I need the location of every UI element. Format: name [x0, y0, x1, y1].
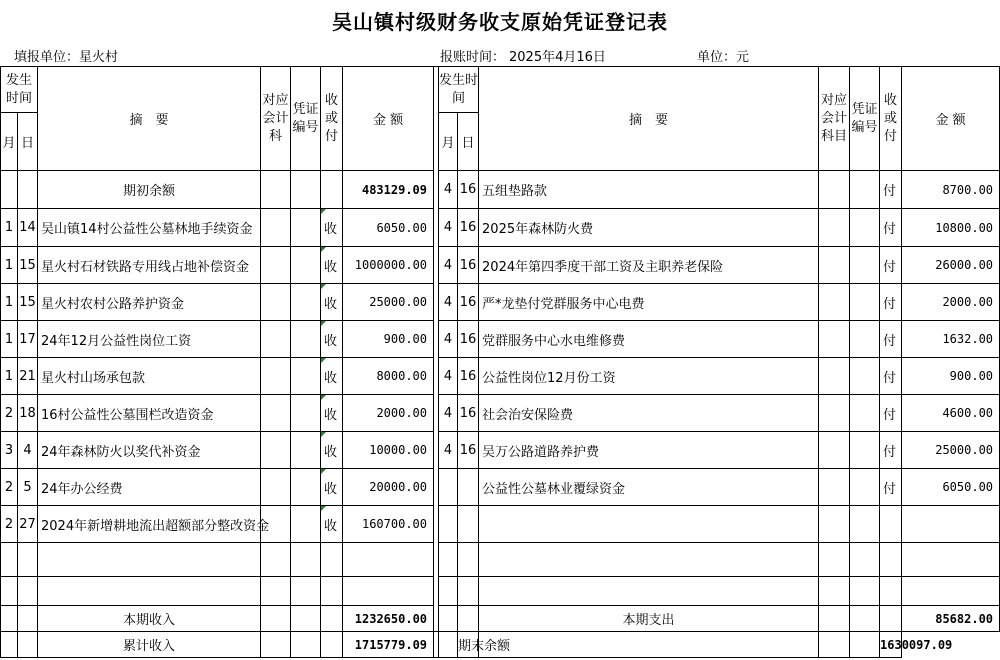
expense-amount: 1632.00 [902, 321, 1000, 358]
income-type: 收 [321, 284, 343, 321]
cumulative-totals-row-right-type [850, 632, 880, 658]
period-totals-row-left-account [261, 606, 291, 632]
expense-voucher [850, 469, 880, 506]
blank-amount [902, 577, 1000, 606]
income-type: 收 [321, 247, 343, 284]
reporting-unit: 填报单位：星火村 [14, 50, 119, 65]
expense-type: 付 [880, 247, 902, 284]
period-totals-row-right-voucher [850, 606, 880, 632]
opening-month [1, 171, 18, 209]
expense-voucher [850, 395, 880, 432]
blank-amount [902, 543, 1000, 577]
blank-type [321, 577, 343, 606]
expense-voucher [850, 247, 880, 284]
opening-voucher [291, 171, 321, 209]
ledger-table [0, 66, 1000, 658]
income-amount: 160700.00 [343, 506, 434, 543]
header-day-right: 日 [458, 113, 479, 171]
income-month: 2 [1, 506, 18, 543]
period-totals-row-right-month [439, 606, 458, 632]
income-summary: 星火村农村公路养护资金 [38, 284, 261, 321]
income-summary: 星火村山场承包款 [38, 358, 261, 395]
income-amount: 6050.00 [343, 209, 434, 247]
income-voucher [291, 209, 321, 247]
income-month: 1 [1, 321, 18, 358]
income-summary: 24年12月公益性岗位工资 [38, 321, 261, 358]
period-totals-row-left-amount: 1232650.00 [343, 606, 434, 632]
header-type-left: 收或付 [321, 67, 343, 171]
blank-account [819, 577, 850, 606]
income-account [261, 284, 291, 321]
blank-amount [902, 506, 1000, 543]
expense-type: 付 [880, 358, 902, 395]
blank-voucher [291, 577, 321, 606]
income-day: 14 [18, 209, 38, 247]
period-totals-row-right-account [819, 606, 850, 632]
cumulative-totals-row-right-account [479, 632, 819, 658]
blank-summary [479, 506, 819, 543]
table-row [1, 321, 1000, 358]
expense-type: 付 [880, 171, 902, 209]
income-summary: 24年办公经费 [38, 469, 261, 506]
expense-month: 4 [439, 209, 458, 247]
expense-day: 16 [458, 209, 479, 247]
blank-voucher [850, 543, 880, 577]
blank-account [261, 543, 291, 577]
period-totals-row-right-day [458, 606, 479, 632]
blank-summary [38, 577, 261, 606]
blank-amount [343, 577, 434, 606]
expense-day: 16 [458, 321, 479, 358]
income-month: 1 [1, 358, 18, 395]
opening-amount: 483129.09 [343, 171, 434, 209]
expense-account [819, 247, 850, 284]
income-amount: 20000.00 [343, 469, 434, 506]
blank-day [458, 577, 479, 606]
header-voucher-left: 凭证编号 [291, 67, 321, 171]
income-day: 18 [18, 395, 38, 432]
expense-summary: 2024年第四季度干部工资及主职养老保险 [479, 247, 819, 284]
expense-summary: 公益性岗位12月份工资 [479, 358, 819, 395]
blank-summary [479, 543, 819, 577]
header-amount-left: 金 额 [343, 67, 434, 171]
income-month: 2 [1, 395, 18, 432]
expense-amount: 6050.00 [902, 469, 1000, 506]
expense-amount: 26000.00 [902, 247, 1000, 284]
page-title: 吴山镇村级财务收支原始凭证登记表 [332, 10, 668, 34]
income-account [261, 321, 291, 358]
blank-voucher [850, 577, 880, 606]
blank-month [1, 543, 18, 577]
income-month: 3 [1, 432, 18, 469]
income-type: 收 [321, 209, 343, 247]
expense-type: 付 [880, 284, 902, 321]
income-day: 27 [18, 506, 38, 543]
expense-voucher [850, 321, 880, 358]
blank-voucher [291, 543, 321, 577]
income-account [261, 469, 291, 506]
income-day: 15 [18, 247, 38, 284]
blank-day [458, 543, 479, 577]
cumulative-totals-row-left-label: 累计收入 [38, 632, 261, 658]
expense-summary: 社会治安保险费 [479, 395, 819, 432]
expense-month: 4 [439, 321, 458, 358]
blank-account [819, 506, 850, 543]
income-summary: 2024年新增耕地流出超额部分整改资金 [38, 506, 261, 543]
income-account [261, 395, 291, 432]
expense-summary: 2025年森林防火费 [479, 209, 819, 247]
income-type: 收 [321, 469, 343, 506]
expense-day: 16 [458, 432, 479, 469]
expense-voucher [850, 171, 880, 209]
header-amount-right: 金 额 [902, 67, 1000, 171]
period-totals-row-right-type [880, 606, 902, 632]
table-row [1, 171, 1000, 209]
expense-summary: 五组垫路款 [479, 171, 819, 209]
expense-account [819, 171, 850, 209]
expense-amount: 2000.00 [902, 284, 1000, 321]
blank-day [458, 506, 479, 543]
expense-month: 4 [439, 358, 458, 395]
expense-amount: 900.00 [902, 358, 1000, 395]
header-type-right: 收或付 [880, 67, 902, 171]
report-date-label: 报账时间： [440, 50, 506, 65]
expense-account [819, 432, 850, 469]
expense-account [819, 209, 850, 247]
income-month: 1 [1, 284, 18, 321]
cumulative-totals-row-right-amount: 1630097.09 [880, 632, 902, 658]
period-totals-row [1, 606, 1000, 632]
blank-month [439, 577, 458, 606]
expense-amount: 25000.00 [902, 432, 1000, 469]
header-day-left: 日 [18, 113, 38, 171]
blank-type [321, 543, 343, 577]
expense-summary: 党群服务中心水电维修费 [479, 321, 819, 358]
income-month: 1 [1, 247, 18, 284]
period-totals-row-left-voucher [291, 606, 321, 632]
opening-type [321, 171, 343, 209]
expense-summary: 公益性公墓林业覆绿资金 [479, 469, 819, 506]
income-month: 2 [1, 469, 18, 506]
table-row [1, 284, 1000, 321]
expense-account [819, 284, 850, 321]
table-row [1, 506, 1000, 543]
expense-voucher [850, 358, 880, 395]
blank-summary [479, 577, 819, 606]
income-summary: 星火村石材铁路专用线占地补偿资金 [38, 247, 261, 284]
header-row-top [1, 67, 1000, 113]
blank-account [819, 543, 850, 577]
expense-day: 16 [458, 247, 479, 284]
income-summary: 吴山镇14村公益性公墓林地手续资金 [38, 209, 261, 247]
income-amount: 10000.00 [343, 432, 434, 469]
income-type: 收 [321, 506, 343, 543]
table-row [1, 432, 1000, 469]
blank-day [18, 543, 38, 577]
opening-label: 期初余额 [38, 171, 261, 209]
blank-account [261, 577, 291, 606]
income-day: 15 [18, 284, 38, 321]
income-voucher [291, 506, 321, 543]
expense-account [819, 321, 850, 358]
expense-month: 4 [439, 247, 458, 284]
income-type: 收 [321, 358, 343, 395]
header-month-left: 月 [1, 113, 18, 171]
expense-amount: 8700.00 [902, 171, 1000, 209]
blank-month [439, 506, 458, 543]
expense-account [819, 395, 850, 432]
blank-day [18, 577, 38, 606]
opening-account [261, 171, 291, 209]
report-date-value: 2025年4月16日 [509, 50, 606, 65]
cumulative-totals-row-left-voucher [291, 632, 321, 658]
expense-summary: 吴万公路道路养护费 [479, 432, 819, 469]
cumulative-totals-row-left-account [261, 632, 291, 658]
blank-voucher [850, 506, 880, 543]
income-day: 4 [18, 432, 38, 469]
income-amount: 2000.00 [343, 395, 434, 432]
header-account-left: 对应会计科 [261, 67, 291, 171]
income-voucher [291, 395, 321, 432]
header-time-left: 发生时间 [1, 67, 38, 113]
opening-day [18, 171, 38, 209]
table-row [1, 543, 1000, 577]
period-totals-row-left-label: 本期收入 [38, 606, 261, 632]
expense-day: 16 [458, 358, 479, 395]
period-totals-row-left-type [321, 606, 343, 632]
income-voucher [291, 432, 321, 469]
period-totals-row-right-amount: 85682.00 [902, 606, 1000, 632]
table-row [1, 358, 1000, 395]
expense-type: 付 [880, 209, 902, 247]
header-time-right: 发生时间 [439, 67, 479, 113]
income-amount: 25000.00 [343, 284, 434, 321]
income-voucher [291, 247, 321, 284]
expense-voucher [850, 284, 880, 321]
cumulative-totals-row-right-day [439, 632, 458, 658]
period-totals-row-left-month [1, 606, 18, 632]
expense-type: 付 [880, 321, 902, 358]
expense-month: 4 [439, 395, 458, 432]
income-account [261, 247, 291, 284]
expense-type: 付 [880, 469, 902, 506]
table-row [1, 247, 1000, 284]
income-voucher [291, 358, 321, 395]
blank-month [439, 543, 458, 577]
income-type: 收 [321, 321, 343, 358]
table-row [1, 577, 1000, 606]
expense-voucher [850, 209, 880, 247]
income-amount: 900.00 [343, 321, 434, 358]
cumulative-totals-row-left-day [18, 632, 38, 658]
table-row [1, 209, 1000, 247]
income-account [261, 432, 291, 469]
income-summary: 16村公益性公墓围栏改造资金 [38, 395, 261, 432]
expense-day [458, 469, 479, 506]
expense-amount: 4600.00 [902, 395, 1000, 432]
header-voucher-right: 凭证编号 [850, 67, 880, 171]
blank-type [880, 506, 902, 543]
cumulative-totals-row-left-amount: 1715779.09 [343, 632, 434, 658]
blank-month [1, 577, 18, 606]
expense-day: 16 [458, 171, 479, 209]
expense-month [439, 469, 458, 506]
expense-account [819, 469, 850, 506]
income-account [261, 358, 291, 395]
blank-type [880, 543, 902, 577]
header-month-right: 月 [439, 113, 458, 171]
blank-amount [343, 543, 434, 577]
header-account-right: 对应会计科目 [819, 67, 850, 171]
expense-voucher [850, 432, 880, 469]
income-day: 17 [18, 321, 38, 358]
expense-month: 4 [439, 171, 458, 209]
income-amount: 1000000.00 [343, 247, 434, 284]
expense-month: 4 [439, 432, 458, 469]
expense-account [819, 358, 850, 395]
expense-summary: 严*龙垫付党群服务中心电费 [479, 284, 819, 321]
header-summary-left: 摘 要 [38, 67, 261, 171]
cumulative-totals-row-right-voucher [819, 632, 850, 658]
table-row [1, 469, 1000, 506]
expense-day: 16 [458, 284, 479, 321]
period-totals-row-right-label: 本期支出 [479, 606, 819, 632]
cumulative-totals-row-left-month [1, 632, 18, 658]
expense-month: 4 [439, 284, 458, 321]
cumulative-totals-row [1, 632, 1000, 658]
cumulative-totals-row-left-type [321, 632, 343, 658]
blank-summary [38, 543, 261, 577]
income-type: 收 [321, 395, 343, 432]
income-day: 5 [18, 469, 38, 506]
header-summary-right: 摘 要 [479, 67, 819, 171]
expense-day: 16 [458, 395, 479, 432]
income-amount: 8000.00 [343, 358, 434, 395]
income-voucher [291, 469, 321, 506]
income-voucher [291, 321, 321, 358]
currency-unit: 单位：元 [697, 50, 750, 65]
expense-type: 付 [880, 432, 902, 469]
income-summary: 24年森林防火以奖代补资金 [38, 432, 261, 469]
income-type: 收 [321, 432, 343, 469]
cumulative-totals-row-right-label: 期末余额 [458, 632, 479, 658]
blank-type [880, 577, 902, 606]
income-account [261, 209, 291, 247]
period-totals-row-left-day [18, 606, 38, 632]
expense-amount: 10800.00 [902, 209, 1000, 247]
expense-type: 付 [880, 395, 902, 432]
income-voucher [291, 284, 321, 321]
income-day: 21 [18, 358, 38, 395]
table-row [1, 395, 1000, 432]
income-month: 1 [1, 209, 18, 247]
